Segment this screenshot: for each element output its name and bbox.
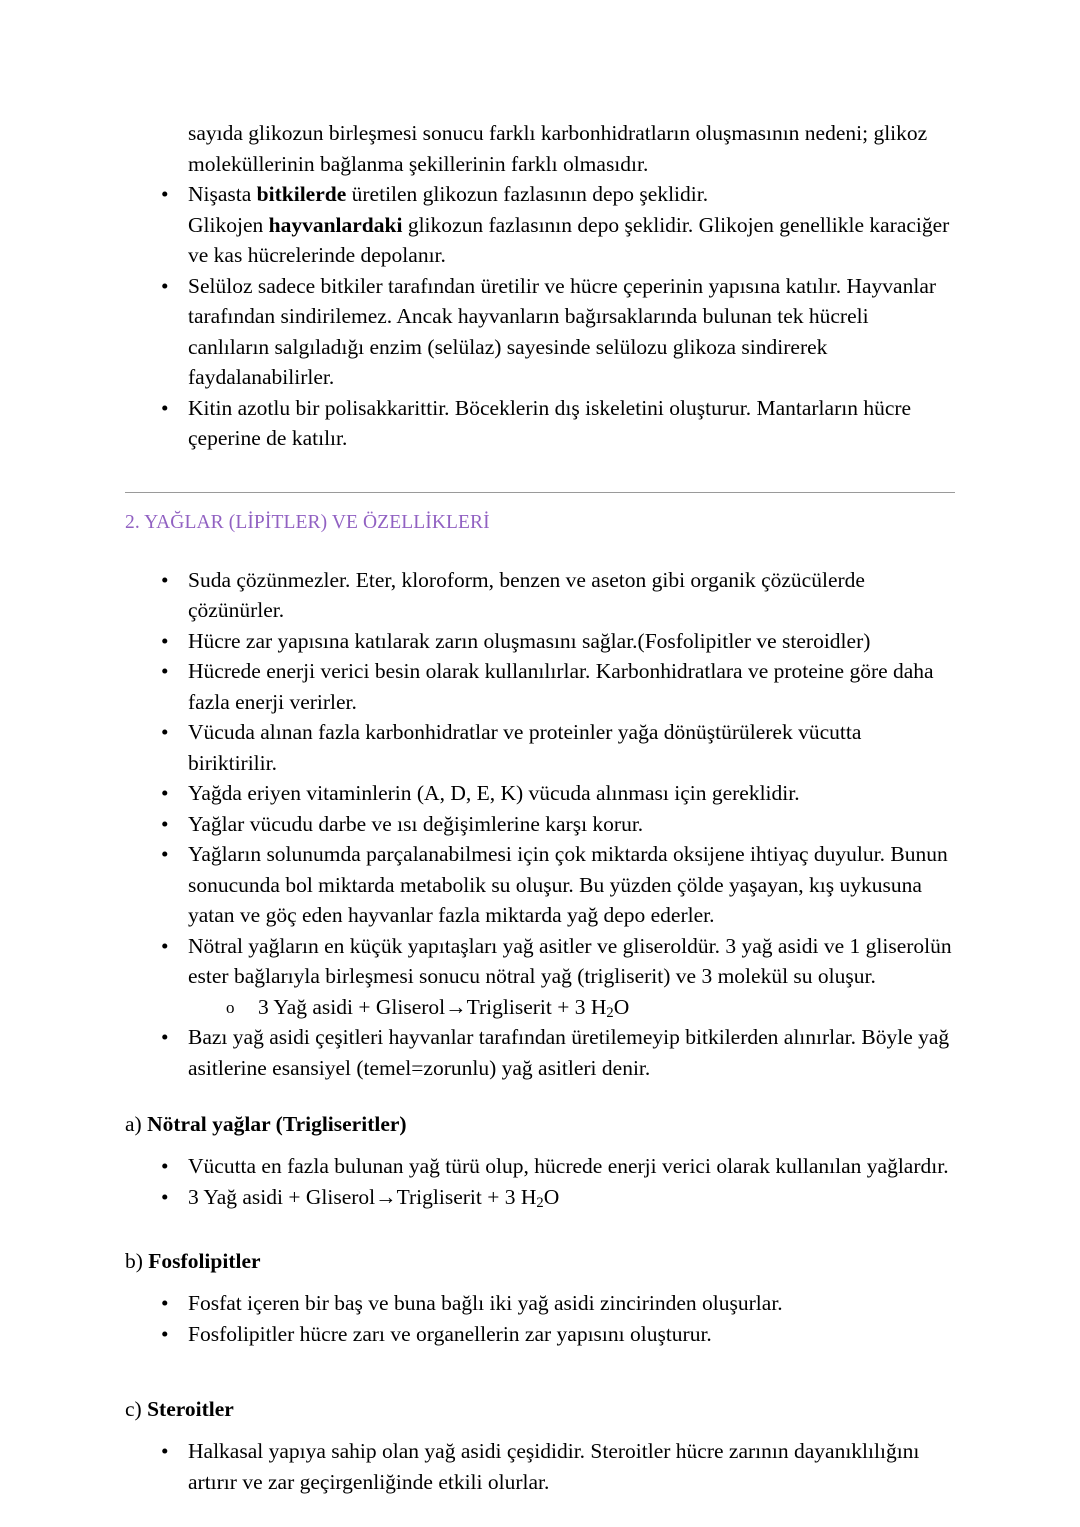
list-item-text: Suda çözünmezler. Eter, kloroform, benzen ve aseton gibi organik çözücülerde çözünürler.	[188, 567, 865, 622]
bullet-dot-icon: •	[161, 811, 169, 836]
horizontal-rule	[125, 492, 955, 493]
list-item	[125, 656, 955, 717]
bullet-dot-icon: •	[161, 182, 169, 206]
list-item-text: Kitin azotlu bir polisakkarittir. Böceklerin dış iskeletini oluşturur. Mantarların hücre çeperine de katılır.	[188, 395, 912, 450]
bullet-dot-icon: •	[161, 659, 169, 683]
intro-line-1: sayıda glikozun birleşmesi sonucu farklı karbonhidratların oluşmasının nedeni; glikoz	[188, 121, 928, 145]
bullet-dot-icon: •	[161, 720, 169, 744]
bullet-dot-icon: •	[161, 1291, 169, 1315]
subsection-c-bullet-list	[125, 1436, 955, 1497]
spacer	[125, 1349, 955, 1394]
subsection-letter: a)	[125, 1112, 148, 1136]
bullet-dot-icon: •	[161, 628, 169, 653]
list-item-continuation	[188, 213, 949, 268]
list-item-text: Fosfolipitler hücre zarı ve organellerin zar yapısını oluşturur.	[188, 1321, 712, 1346]
formula-text: 3 Yağ asidi + Gliserol→Trigliserit + 3 H	[188, 1184, 537, 1209]
list-item-text: Selüloz sadece bitkiler tarafından üretilir ve hücre çeperinin yapısına katılır. Hayvanlar tarafından sindirilemez. Ancak hayvanların bağırsaklarında bulunan tek hücreli canlıların salgıladığı enzim (selülaz) sayesinde selülozu glikoza sindirerek faydalanabilirler.	[188, 273, 937, 389]
text-run: Glikojen	[188, 212, 269, 237]
bullet-dot-icon: •	[161, 395, 169, 420]
list-item-text: Hücrede enerji verici besin olarak kullanılırlar. Karbonhidratlara ve proteine göre daha fazla enerji verirler.	[188, 659, 934, 714]
list-item	[125, 565, 955, 626]
subsection-title: Nötral yağlar (Trigliseritler)	[147, 1112, 407, 1136]
list-item	[125, 809, 955, 840]
list-item	[125, 626, 955, 657]
bullet-dot-icon: •	[161, 1439, 169, 1463]
text-run: Nişasta	[188, 182, 257, 206]
subsection-title: Steroitler	[147, 1397, 234, 1421]
subsection-heading-b	[125, 1246, 955, 1276]
list-item	[125, 1319, 955, 1350]
list-item	[125, 717, 955, 778]
spacer	[125, 1139, 955, 1151]
list-item-text: Halkasal yapıya sahip olan yağ asidi çeşididir. Steroitler hücre zarının dayanıklılığını artırır ve zar geçirgenliğinde etkili olurlar.	[188, 1439, 920, 1494]
text-run: glikozun fazlasının depo şeklidir. Glikojen genellikle karaciğer ve kas hücrelerinde depolanır.	[188, 212, 950, 267]
formula-subscript: 2	[536, 1194, 544, 1211]
list-item-text: Bazı yağ asidi çeşitleri hayvanlar tarafından üretilemeyip bitkilerden alınırlar. Böyle yağ asitlerine esansiyel (temel=zorunlu) yağ asitleri denir.	[188, 1025, 950, 1080]
list-item-text: Nötral yağların en küçük yapıtaşları yağ asitler ve gliseroldür. 3 yağ asidi ve 1 gliserolün ester bağlarıyla birleşmesi sonucu nötral yağ (trigliserit) ve 3 molekül su oluşur.	[188, 933, 952, 988]
intro-paragraph	[125, 118, 955, 179]
list-item-text: Yağda eriyen vitaminlerin (A, D, E, K) vücuda alınması için gereklidir.	[188, 781, 800, 805]
list-item	[125, 1151, 955, 1182]
list-item	[125, 1022, 955, 1083]
bullet-dot-icon: •	[161, 933, 169, 958]
spacer	[125, 1083, 955, 1109]
list-item	[125, 393, 955, 454]
bold-term-hayvanlardaki: hayvanlardaki	[268, 212, 403, 237]
spacer	[125, 1212, 955, 1246]
formula-trigliserit	[188, 1185, 559, 1209]
list-item-text: Vücutta en fazla bulunan yağ türü olup, hücrede enerji verici olarak kullanılan yağlardır.	[188, 1154, 949, 1178]
formula-text-end: O	[543, 1184, 560, 1209]
subsection-b-bullet-list	[125, 1288, 955, 1349]
list-item	[125, 1182, 955, 1213]
spacer	[125, 536, 955, 565]
formula-subscript: 2	[606, 1004, 614, 1021]
list-item	[125, 1288, 955, 1319]
formula-trigliserit	[258, 995, 629, 1019]
bullet-dot-icon: •	[161, 1154, 169, 1178]
intro-paragraph-text	[125, 118, 955, 179]
section-divider-wrap	[125, 454, 955, 493]
list-item	[125, 839, 955, 931]
bullet-circle-icon: o	[226, 997, 235, 1017]
list-item-text: Yağların solunumda parçalanabilmesi için çok miktarda oksijene ihtiyaç duyulur. Bunun sonucunda bol miktarda metabolik su oluşur. Bu yüzden çölde yaşayan, kış uykusuna yatan ve göç eden hayvanlar fazla miktarda yağ depo ederler.	[188, 842, 948, 927]
lipids-sub-bullet-list	[125, 992, 955, 1023]
list-item	[125, 271, 955, 393]
lipids-bullet-list	[125, 565, 955, 992]
list-item	[125, 179, 955, 271]
bullet-dot-icon: •	[161, 273, 169, 298]
carbohydrates-bullet-list	[125, 179, 955, 454]
text-run: üretilen glikozun fazlasının depo şeklidir.	[346, 182, 709, 206]
list-item-text: Fosfat içeren bir baş ve buna bağlı iki yağ asidi zincirinden oluşurlar.	[188, 1291, 783, 1315]
list-item-text: Vücuda alınan fazla karbonhidratlar ve proteinler yağa dönüştürülerek vücutta biriktirilir.	[188, 720, 862, 775]
spacer	[125, 1424, 955, 1436]
bullet-dot-icon: •	[161, 1025, 169, 1049]
formula-text-end: O	[613, 994, 630, 1019]
sub-list-item	[125, 992, 955, 1023]
section-heading-lipids: 2. YAĞLAR (LİPİTLER) VE ÖZELLİKLERİ	[125, 511, 490, 533]
formula-text: 3 Yağ asidi + Gliserol→Trigliserit + 3 H	[258, 994, 607, 1019]
subsection-letter: b)	[125, 1249, 149, 1273]
intro-line-2: moleküllerinin bağlanma şekillerinin farklı olmasıdır.	[188, 151, 649, 176]
subsection-a-bullet-list	[125, 1151, 955, 1212]
list-item-text	[188, 182, 708, 206]
bullet-dot-icon: •	[161, 567, 169, 592]
subsection-title: Fosfolipitler	[148, 1249, 261, 1273]
bold-term-bitkilerde: bitkilerde	[256, 182, 347, 206]
list-item-text: Yağlar vücudu darbe ve ısı değişimlerine karşı korur.	[188, 811, 644, 836]
bullet-dot-icon: •	[161, 1321, 169, 1346]
subsection-heading-a	[125, 1109, 955, 1139]
spacer	[125, 1276, 955, 1288]
list-item	[125, 1436, 955, 1497]
list-item-text: Hücre zar yapısına katılarak zarın oluşmasını sağlar.(Fosfolipitler ve steroidler)	[188, 628, 871, 653]
subsection-letter: c)	[125, 1397, 148, 1421]
subsection-heading-c	[125, 1394, 955, 1424]
bullet-dot-icon: •	[161, 1184, 169, 1209]
list-item	[125, 931, 955, 992]
bullet-dot-icon: •	[161, 842, 169, 866]
list-item	[125, 778, 955, 809]
bullet-dot-icon: •	[161, 781, 169, 805]
lipids-bullet-list-last	[125, 1022, 955, 1083]
